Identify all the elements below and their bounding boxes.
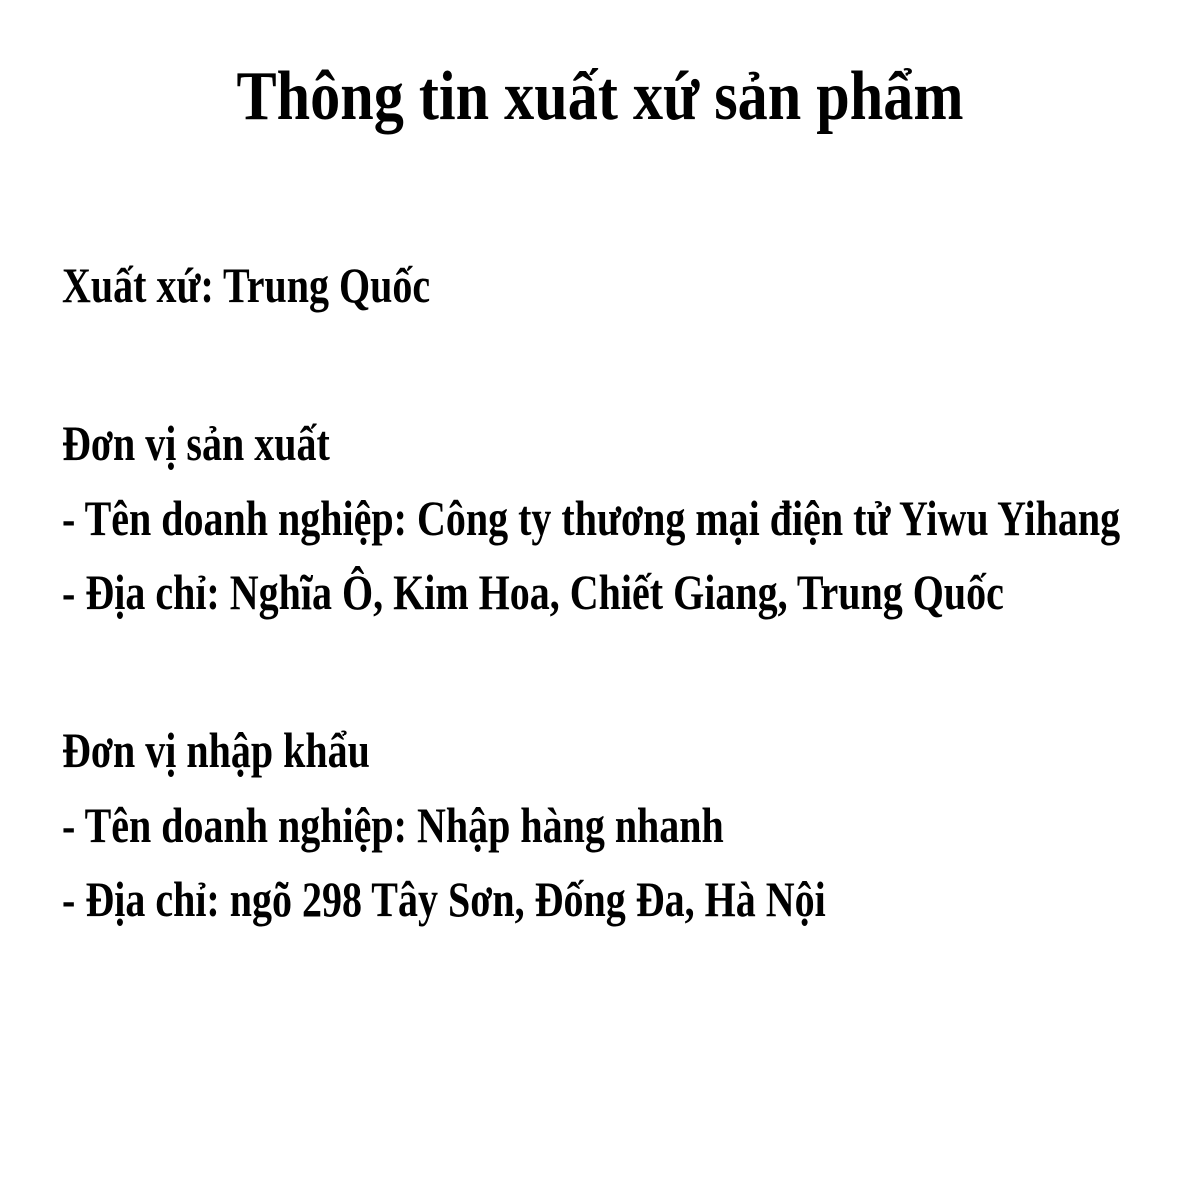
importer-name: - Tên doanh nghiệp: Nhập hàng nhanh [62,797,724,853]
importer-address: - Địa chỉ: ngõ 298 Tây Sơn, Đống Đa, Hà Nội [62,871,826,927]
manufacturer-heading: Đơn vị sản xuất [62,415,330,471]
manufacturer-name: - Tên doanh nghiệp: Công ty thương mại điện tử Yiwu Yihang [62,490,1121,546]
page-title: Thông tin xuất xứ sản phẩm [236,58,964,135]
importer-heading: Đơn vị nhập khẩu [62,722,370,778]
origin-line: Xuất xứ: Trung Quốc [62,257,431,313]
manufacturer-address: - Địa chỉ: Nghĩa Ô, Kim Hoa, Chiết Giang, Trung Quốc [62,564,1004,620]
